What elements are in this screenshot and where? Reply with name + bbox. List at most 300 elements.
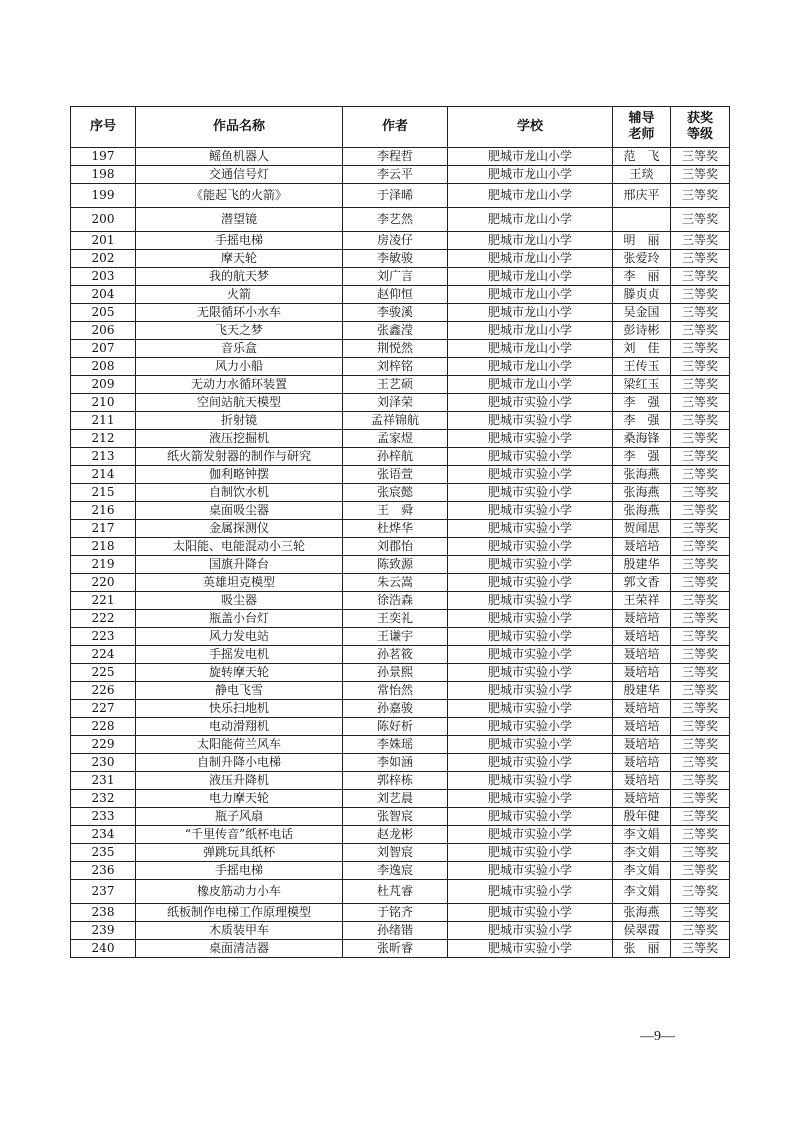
cell-school: 肥城市实验小学: [448, 610, 613, 628]
cell-award: 三等奖: [671, 556, 730, 574]
cell-work-title: 音乐盒: [136, 340, 343, 358]
cell-index: 206: [71, 322, 136, 340]
table-row: [71, 304, 730, 322]
cell-school: 肥城市实验小学: [448, 808, 613, 826]
cell-school: 肥城市实验小学: [448, 862, 613, 880]
cell-work-title: 旋转摩天轮: [136, 664, 343, 682]
cell-teacher: 聂培培: [613, 628, 671, 646]
cell-school: 肥城市实验小学: [448, 736, 613, 754]
cell-index: 235: [71, 844, 136, 862]
cell-teacher: 聂培培: [613, 664, 671, 682]
cell-award: 三等奖: [671, 358, 730, 376]
cell-teacher: 桑海锋: [613, 430, 671, 448]
cell-award: 三等奖: [671, 826, 730, 844]
cell-teacher: 聂培培: [613, 754, 671, 772]
cell-author: 孙绪锴: [343, 922, 448, 940]
cell-school: 肥城市龙山小学: [448, 358, 613, 376]
table-row: [71, 904, 730, 922]
cell-school: 肥城市龙山小学: [448, 148, 613, 166]
cell-author: 杜烨华: [343, 520, 448, 538]
table-row: [71, 790, 730, 808]
cell-author: 陈致源: [343, 556, 448, 574]
cell-teacher: 李 强: [613, 394, 671, 412]
cell-author: 李如涵: [343, 754, 448, 772]
cell-work-title: 国旗升降台: [136, 556, 343, 574]
cell-award: 三等奖: [671, 574, 730, 592]
cell-work-title: 纸板制作电梯工作原理模型: [136, 904, 343, 922]
cell-index: 205: [71, 304, 136, 322]
cell-index: 210: [71, 394, 136, 412]
cell-teacher: 张 丽: [613, 940, 671, 958]
cell-teacher: 张爱玲: [613, 250, 671, 268]
table-row: [71, 448, 730, 466]
cell-school: 肥城市实验小学: [448, 880, 613, 904]
table-row: [71, 286, 730, 304]
cell-index: 223: [71, 628, 136, 646]
cell-author: 张宸懿: [343, 484, 448, 502]
cell-work-title: 液压升降机: [136, 772, 343, 790]
cell-work-title: 自制升降小电梯: [136, 754, 343, 772]
cell-teacher: 张海燕: [613, 466, 671, 484]
cell-index: 207: [71, 340, 136, 358]
cell-teacher: 范 飞: [613, 148, 671, 166]
cell-work-title: 手摇电梯: [136, 232, 343, 250]
cell-award: 三等奖: [671, 430, 730, 448]
cell-award: 三等奖: [671, 340, 730, 358]
cell-work-title: 木质装甲车: [136, 922, 343, 940]
cell-index: 240: [71, 940, 136, 958]
cell-school: 肥城市龙山小学: [448, 268, 613, 286]
cell-teacher: 王荣祥: [613, 592, 671, 610]
cell-index: 212: [71, 430, 136, 448]
cell-author: 刘智宸: [343, 844, 448, 862]
table-row: [71, 358, 730, 376]
cell-teacher: 滕贞贞: [613, 286, 671, 304]
cell-award: 三等奖: [671, 166, 730, 184]
cell-award: 三等奖: [671, 844, 730, 862]
cell-school: 肥城市实验小学: [448, 538, 613, 556]
cell-index: 202: [71, 250, 136, 268]
table-row: [71, 184, 730, 208]
cell-award: 三等奖: [671, 286, 730, 304]
cell-author: 李云平: [343, 166, 448, 184]
column-header: 序号: [71, 107, 136, 148]
cell-work-title: 风力发电站: [136, 628, 343, 646]
cell-teacher: [613, 208, 671, 232]
cell-work-title: 摩天轮: [136, 250, 343, 268]
cell-author: 赵龙彬: [343, 826, 448, 844]
cell-work-title: 无限循环小水车: [136, 304, 343, 322]
cell-author: 刘艺晨: [343, 790, 448, 808]
table-row: [71, 208, 730, 232]
cell-work-title: 空间站航天模型: [136, 394, 343, 412]
cell-school: 肥城市实验小学: [448, 700, 613, 718]
cell-work-title: 太阳能荷兰风车: [136, 736, 343, 754]
cell-award: 三等奖: [671, 862, 730, 880]
cell-author: 荆悦然: [343, 340, 448, 358]
cell-award: 三等奖: [671, 376, 730, 394]
cell-index: 227: [71, 700, 136, 718]
cell-teacher: 聂培培: [613, 538, 671, 556]
table-row: [71, 394, 730, 412]
cell-author: 孙茗筱: [343, 646, 448, 664]
cell-work-title: 火箭: [136, 286, 343, 304]
cell-teacher: 李文娟: [613, 844, 671, 862]
cell-work-title: 瓶子风扇: [136, 808, 343, 826]
cell-school: 肥城市实验小学: [448, 790, 613, 808]
cell-work-title: 液压挖掘机: [136, 430, 343, 448]
cell-award: 三等奖: [671, 208, 730, 232]
cell-work-title: 交通信号灯: [136, 166, 343, 184]
page-number: —9—: [640, 1029, 675, 1044]
cell-teacher: 邢庆平: [613, 184, 671, 208]
cell-author: 王谦宇: [343, 628, 448, 646]
cell-index: 221: [71, 592, 136, 610]
cell-teacher: 殷建华: [613, 682, 671, 700]
table-row: [71, 808, 730, 826]
table-row: [71, 430, 730, 448]
cell-teacher: 聂培培: [613, 718, 671, 736]
cell-work-title: 伽利略钟摆: [136, 466, 343, 484]
cell-author: 李艺然: [343, 208, 448, 232]
cell-award: 三等奖: [671, 922, 730, 940]
cell-index: 236: [71, 862, 136, 880]
cell-award: 三等奖: [671, 466, 730, 484]
cell-teacher: 聂培培: [613, 646, 671, 664]
cell-index: 232: [71, 790, 136, 808]
cell-work-title: 瓶盖小台灯: [136, 610, 343, 628]
cell-author: 房凌仔: [343, 232, 448, 250]
cell-award: 三等奖: [671, 520, 730, 538]
cell-index: 239: [71, 922, 136, 940]
cell-author: 李敏骏: [343, 250, 448, 268]
award-table: [70, 106, 730, 958]
cell-index: 219: [71, 556, 136, 574]
cell-school: 肥城市龙山小学: [448, 208, 613, 232]
table-row: [71, 322, 730, 340]
cell-school: 肥城市实验小学: [448, 430, 613, 448]
cell-work-title: 我的航天梦: [136, 268, 343, 286]
cell-index: 225: [71, 664, 136, 682]
table-row: [71, 574, 730, 592]
cell-author: 孟家煜: [343, 430, 448, 448]
cell-award: 三等奖: [671, 250, 730, 268]
table-row: [71, 880, 730, 904]
cell-author: 于泽晞: [343, 184, 448, 208]
cell-author: 王 舜: [343, 502, 448, 520]
cell-school: 肥城市龙山小学: [448, 232, 613, 250]
cell-author: 李逸宸: [343, 862, 448, 880]
cell-author: 张智宸: [343, 808, 448, 826]
cell-school: 肥城市实验小学: [448, 646, 613, 664]
table-row: [71, 412, 730, 430]
cell-author: 于铭齐: [343, 904, 448, 922]
column-header: 获奖 等级: [671, 107, 730, 148]
cell-index: 229: [71, 736, 136, 754]
table-row: [71, 556, 730, 574]
cell-author: 孙景熙: [343, 664, 448, 682]
cell-author: 李姝瑶: [343, 736, 448, 754]
cell-school: 肥城市龙山小学: [448, 166, 613, 184]
cell-award: 三等奖: [671, 448, 730, 466]
cell-teacher: 贺闻思: [613, 520, 671, 538]
cell-index: 213: [71, 448, 136, 466]
cell-school: 肥城市实验小学: [448, 682, 613, 700]
cell-author: 李骏溪: [343, 304, 448, 322]
table-row: [71, 520, 730, 538]
cell-work-title: 电力摩天轮: [136, 790, 343, 808]
cell-work-title: 手摇发电机: [136, 646, 343, 664]
cell-work-title: 手摇电梯: [136, 862, 343, 880]
cell-author: 徐浩森: [343, 592, 448, 610]
cell-award: 三等奖: [671, 736, 730, 754]
cell-work-title: 静电飞雪: [136, 682, 343, 700]
cell-award: 三等奖: [671, 880, 730, 904]
cell-award: 三等奖: [671, 718, 730, 736]
table-header-row: [71, 107, 730, 148]
cell-index: 228: [71, 718, 136, 736]
cell-author: 刘广言: [343, 268, 448, 286]
cell-index: 226: [71, 682, 136, 700]
cell-school: 肥城市龙山小学: [448, 340, 613, 358]
cell-work-title: 太阳能、电能混动小三轮: [136, 538, 343, 556]
cell-author: 刘梓铭: [343, 358, 448, 376]
cell-index: 231: [71, 772, 136, 790]
cell-school: 肥城市实验小学: [448, 628, 613, 646]
table-row: [71, 592, 730, 610]
cell-index: 222: [71, 610, 136, 628]
table-row: [71, 826, 730, 844]
cell-award: 三等奖: [671, 304, 730, 322]
cell-school: 肥城市实验小学: [448, 556, 613, 574]
cell-work-title: “千里传音”纸杯电话: [136, 826, 343, 844]
cell-work-title: 电动滑翔机: [136, 718, 343, 736]
table-row: [71, 610, 730, 628]
cell-author: 孙嘉骏: [343, 700, 448, 718]
cell-index: 201: [71, 232, 136, 250]
cell-teacher: 李 强: [613, 412, 671, 430]
table-body: [71, 148, 730, 958]
cell-teacher: 梁红玉: [613, 376, 671, 394]
cell-work-title: 潜望镜: [136, 208, 343, 232]
cell-award: 三等奖: [671, 904, 730, 922]
table-row: [71, 682, 730, 700]
cell-teacher: 明 丽: [613, 232, 671, 250]
cell-school: 肥城市实验小学: [448, 754, 613, 772]
cell-award: 三等奖: [671, 790, 730, 808]
cell-award: 三等奖: [671, 808, 730, 826]
cell-school: 肥城市实验小学: [448, 922, 613, 940]
cell-author: 李程哲: [343, 148, 448, 166]
cell-award: 三等奖: [671, 772, 730, 790]
cell-teacher: 李 丽: [613, 268, 671, 286]
cell-work-title: 弹跳玩具纸杯: [136, 844, 343, 862]
cell-index: 209: [71, 376, 136, 394]
cell-teacher: 殷年健: [613, 808, 671, 826]
cell-award: 三等奖: [671, 646, 730, 664]
table-row: [71, 700, 730, 718]
cell-index: 224: [71, 646, 136, 664]
table-row: [71, 250, 730, 268]
cell-school: 肥城市实验小学: [448, 772, 613, 790]
cell-school: 肥城市实验小学: [448, 592, 613, 610]
table-row: [71, 466, 730, 484]
cell-teacher: 李 强: [613, 448, 671, 466]
cell-work-title: 吸尘器: [136, 592, 343, 610]
cell-work-title: 桌面吸尘器: [136, 502, 343, 520]
cell-author: 孙梓航: [343, 448, 448, 466]
cell-school: 肥城市实验小学: [448, 664, 613, 682]
cell-award: 三等奖: [671, 502, 730, 520]
cell-index: 230: [71, 754, 136, 772]
cell-teacher: 李文娟: [613, 826, 671, 844]
cell-teacher: 聂培培: [613, 610, 671, 628]
cell-author: 赵仰恒: [343, 286, 448, 304]
table-row: [71, 862, 730, 880]
cell-award: 三等奖: [671, 610, 730, 628]
cell-author: 王艺硕: [343, 376, 448, 394]
cell-teacher: 彭诗彬: [613, 322, 671, 340]
cell-author: 张昕睿: [343, 940, 448, 958]
cell-work-title: 桌面清洁器: [136, 940, 343, 958]
cell-award: 三等奖: [671, 268, 730, 286]
cell-author: 孟祥锦航: [343, 412, 448, 430]
cell-index: 217: [71, 520, 136, 538]
cell-teacher: 王传玉: [613, 358, 671, 376]
cell-award: 三等奖: [671, 484, 730, 502]
table-row: [71, 628, 730, 646]
cell-teacher: 张海燕: [613, 502, 671, 520]
cell-school: 肥城市实验小学: [448, 574, 613, 592]
cell-index: 199: [71, 184, 136, 208]
cell-index: 204: [71, 286, 136, 304]
cell-teacher: 吴金国: [613, 304, 671, 322]
cell-teacher: 张海燕: [613, 484, 671, 502]
cell-school: 肥城市实验小学: [448, 940, 613, 958]
cell-index: 237: [71, 880, 136, 904]
cell-work-title: 金属探测仪: [136, 520, 343, 538]
cell-author: 刘泽荣: [343, 394, 448, 412]
cell-school: 肥城市实验小学: [448, 718, 613, 736]
table-row: [71, 232, 730, 250]
cell-school: 肥城市实验小学: [448, 412, 613, 430]
table-row: [71, 772, 730, 790]
table-row: [71, 166, 730, 184]
cell-teacher: 侯翠霞: [613, 922, 671, 940]
cell-award: 三等奖: [671, 592, 730, 610]
cell-work-title: 橡皮筋动力小车: [136, 880, 343, 904]
cell-school: 肥城市实验小学: [448, 826, 613, 844]
cell-author: 王奕礼: [343, 610, 448, 628]
cell-index: 200: [71, 208, 136, 232]
cell-index: 216: [71, 502, 136, 520]
cell-school: 肥城市龙山小学: [448, 376, 613, 394]
cell-author: 郭梓栋: [343, 772, 448, 790]
cell-work-title: 自制饮水机: [136, 484, 343, 502]
cell-work-title: 无动力水循环装置: [136, 376, 343, 394]
cell-school: 肥城市龙山小学: [448, 250, 613, 268]
cell-teacher: 李文娟: [613, 880, 671, 904]
cell-work-title: 纸火箭发射器的制作与研究: [136, 448, 343, 466]
cell-award: 三等奖: [671, 628, 730, 646]
cell-award: 三等奖: [671, 184, 730, 208]
cell-award: 三等奖: [671, 682, 730, 700]
cell-award: 三等奖: [671, 538, 730, 556]
cell-teacher: 殷建华: [613, 556, 671, 574]
cell-teacher: 张海燕: [613, 904, 671, 922]
column-header: 作品名称: [136, 107, 343, 148]
cell-school: 肥城市实验小学: [448, 394, 613, 412]
cell-teacher: 聂培培: [613, 736, 671, 754]
table-row: [71, 538, 730, 556]
cell-index: 214: [71, 466, 136, 484]
cell-school: 肥城市实验小学: [448, 502, 613, 520]
table-row: [71, 484, 730, 502]
cell-author: 陈好析: [343, 718, 448, 736]
cell-author: 杜芃睿: [343, 880, 448, 904]
cell-work-title: 《能起飞的火箭》: [136, 184, 343, 208]
cell-index: 233: [71, 808, 136, 826]
cell-work-title: 英雄坦克模型: [136, 574, 343, 592]
table-row: [71, 940, 730, 958]
cell-index: 203: [71, 268, 136, 286]
cell-author: 常怡然: [343, 682, 448, 700]
cell-award: 三等奖: [671, 148, 730, 166]
table-row: [71, 502, 730, 520]
cell-award: 三等奖: [671, 412, 730, 430]
table-row: [71, 754, 730, 772]
cell-school: 肥城市龙山小学: [448, 184, 613, 208]
cell-award: 三等奖: [671, 754, 730, 772]
cell-award: 三等奖: [671, 664, 730, 682]
cell-award: 三等奖: [671, 700, 730, 718]
cell-school: 肥城市实验小学: [448, 448, 613, 466]
table-row: [71, 718, 730, 736]
cell-author: 刘郡怡: [343, 538, 448, 556]
cell-work-title: 飞天之梦: [136, 322, 343, 340]
cell-school: 肥城市龙山小学: [448, 322, 613, 340]
table-row: [71, 376, 730, 394]
cell-index: 238: [71, 904, 136, 922]
cell-school: 肥城市龙山小学: [448, 286, 613, 304]
cell-index: 215: [71, 484, 136, 502]
cell-work-title: 风力小船: [136, 358, 343, 376]
cell-index: 198: [71, 166, 136, 184]
cell-teacher: 刘 佳: [613, 340, 671, 358]
cell-index: 234: [71, 826, 136, 844]
cell-index: 208: [71, 358, 136, 376]
cell-author: 张鑫滢: [343, 322, 448, 340]
cell-teacher: 王琰: [613, 166, 671, 184]
column-header: 辅导 老师: [613, 107, 671, 148]
cell-school: 肥城市龙山小学: [448, 304, 613, 322]
cell-author: 张语萱: [343, 466, 448, 484]
table-row: [71, 646, 730, 664]
cell-award: 三等奖: [671, 322, 730, 340]
cell-school: 肥城市实验小学: [448, 484, 613, 502]
table-row: [71, 268, 730, 286]
cell-work-title: 快乐扫地机: [136, 700, 343, 718]
cell-award: 三等奖: [671, 940, 730, 958]
cell-teacher: 聂培培: [613, 790, 671, 808]
table-row: [71, 340, 730, 358]
cell-school: 肥城市实验小学: [448, 466, 613, 484]
table-row: [71, 148, 730, 166]
table-row: [71, 664, 730, 682]
table-row: [71, 844, 730, 862]
cell-school: 肥城市实验小学: [448, 904, 613, 922]
table-row: [71, 922, 730, 940]
